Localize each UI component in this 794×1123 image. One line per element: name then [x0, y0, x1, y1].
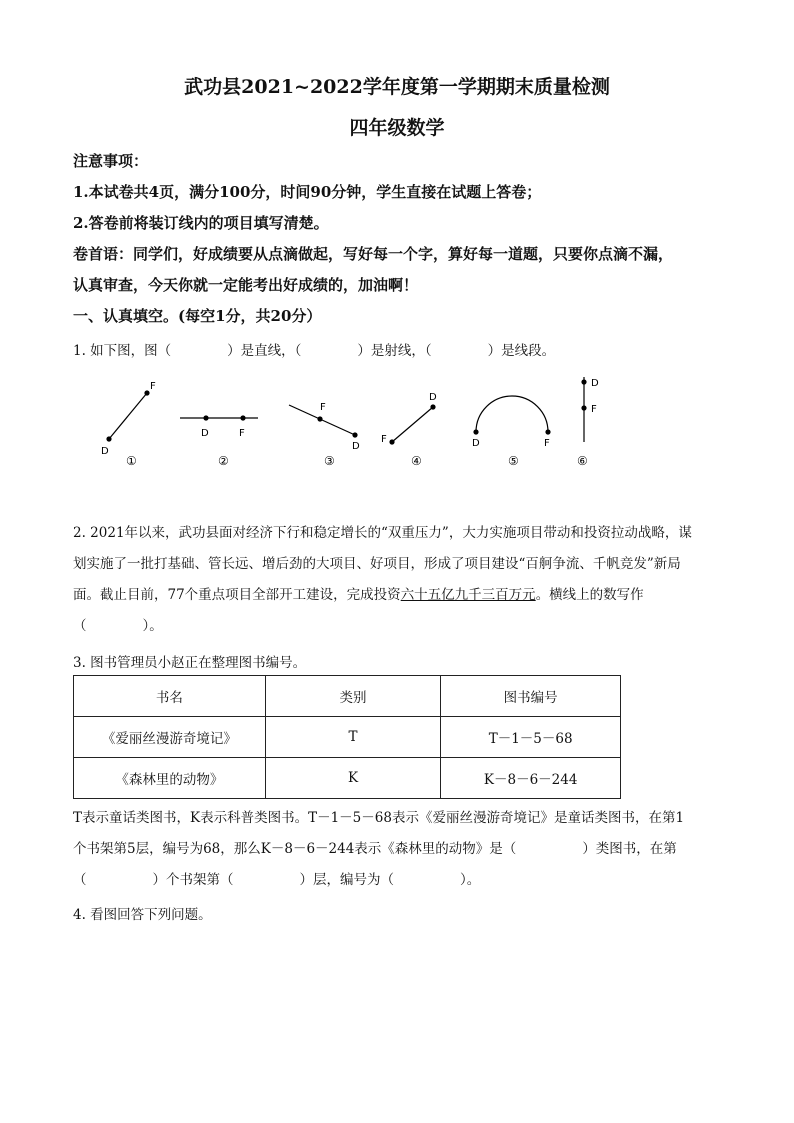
row-2-book-code: K－8－6－244: [441, 758, 621, 799]
q2-line-3-post: 。横线上的数写作: [535, 587, 644, 603]
section-1-heading: 一、认真填空。(每空1分，共20分）: [73, 307, 322, 325]
row-1-category: T: [265, 717, 441, 758]
figure-4-segment: [381, 392, 437, 468]
question-1: [73, 339, 555, 359]
note-2: 2.答卷前将装订线内的项目填写清楚。: [73, 214, 329, 232]
row-2-book-name: 《森林里的动物》: [74, 758, 266, 799]
question-2: [73, 518, 723, 642]
q2-close-paren: ）。: [142, 618, 163, 634]
figure-3-label-f: F: [320, 402, 326, 413]
q1-part-2: ）是直线，（: [227, 343, 302, 359]
figure-2-label-d: D: [201, 428, 209, 439]
q3-intro: 3. 图书管理员小赵正在整理图书编号。: [73, 655, 307, 671]
q1-part-4: ）是线段。: [487, 343, 556, 359]
q2-line-3-pre: 面。截止目前，77个重点项目全部开工建设，完成投资: [73, 587, 401, 603]
preface-line-1: 卷首语：同学们，好成绩要从点滴做起，写好每一个字，算好每一道题，只要你点滴不漏，: [73, 245, 674, 263]
figure-1-label-d: D: [101, 446, 109, 457]
figure-2-label-f: F: [239, 428, 245, 439]
preface-line-2: 认真审查，今天你就一定能考出好成绩的，加油啊！: [73, 276, 419, 294]
figure-6-ray: [577, 377, 599, 468]
header-category: 类别: [265, 676, 441, 717]
figure-1-segment: [101, 381, 156, 468]
row-1-book-code: T－1－5－68: [441, 717, 621, 758]
q2-line-4: [73, 611, 723, 642]
q2-line-2: 划实施了一批打基础、管长远、增后劲的大项目、好项目，形成了项目建设“百舸争流、千帆竞发”新局: [73, 556, 681, 572]
q1-part-3: ）是射线，（: [357, 343, 432, 359]
q3-line-3-c: ）层，编号为（: [299, 872, 394, 888]
q3-line-2-post: ）类图书，在第: [582, 841, 677, 857]
table-row: [74, 717, 621, 758]
row-2-category: K: [265, 758, 441, 799]
note-1: 1.本试卷共4页，满分100分，时间90分钟，学生直接在试题上答卷；: [73, 183, 542, 201]
row-1-book-name: 《爱丽丝漫游奇境记》: [74, 717, 266, 758]
figure-4-number: ④: [411, 454, 422, 468]
figure-6-number: ⑥: [577, 454, 588, 468]
exam-title: 武功县2021~2022学年度第一学期期末质量检测: [184, 76, 610, 98]
figure-1-label-f: F: [150, 381, 156, 392]
q3-text-line-2: [73, 834, 723, 865]
exam-subtitle: 四年级数学: [349, 117, 445, 139]
book-table: [73, 675, 621, 799]
figure-3-ray: [289, 402, 360, 468]
figure-6-label-d: D: [591, 378, 599, 389]
header-book-name: 书名: [74, 676, 266, 717]
question-4: 4. 看图回答下列问题。: [73, 907, 212, 923]
figure-4-label-d: D: [429, 392, 437, 403]
figure-4-label-f: F: [381, 434, 387, 445]
figure-2-number: ②: [218, 454, 229, 468]
figure-5-arc: [472, 396, 551, 468]
figure-6-label-f: F: [591, 404, 597, 415]
figure-3-label-d: D: [352, 441, 360, 452]
q2-line-3: [73, 580, 723, 611]
q3-text-line-3: [73, 865, 723, 896]
q3-line-3-d: ）。: [460, 872, 481, 888]
q1-part-1: 1. 如下图，图（: [73, 343, 172, 359]
q2-open-paren: （: [73, 618, 87, 634]
q3-text: [73, 803, 723, 896]
figure-5-label-d: D: [472, 438, 480, 449]
table-row: [74, 758, 621, 799]
figure-5-number: ⑤: [508, 454, 519, 468]
table-header-row: [74, 676, 621, 717]
q3-line-3-b: ）个书架第（: [152, 872, 234, 888]
lines-figure: [90, 372, 630, 472]
figure-2-line: [180, 415, 258, 468]
q2-underlined-number: 六十五亿九千三百万元: [400, 587, 536, 603]
q3-line-2-pre: 个书架第5层，编号为68，那么K－8－6－244表示《森林里的动物》是（: [73, 841, 517, 857]
q3-line-3-a: （: [73, 872, 87, 888]
q3-text-line-1: T表示童话类图书，K表示科普类图书。T－1－5－68表示《爱丽丝漫游奇境记》是童话类图书，在第1: [73, 810, 685, 826]
figure-3-number: ③: [324, 454, 335, 468]
notes-heading: 注意事项：: [73, 152, 149, 170]
header-book-code: 图书编号: [441, 676, 621, 717]
figure-1-number: ①: [126, 454, 137, 468]
q2-line-1: 2. 2021年以来，武功县面对经济下行和稳定增长的“双重压力”，大力实施项目带动和投资拉动战略，谋: [73, 525, 692, 541]
figure-5-label-f: F: [544, 438, 550, 449]
